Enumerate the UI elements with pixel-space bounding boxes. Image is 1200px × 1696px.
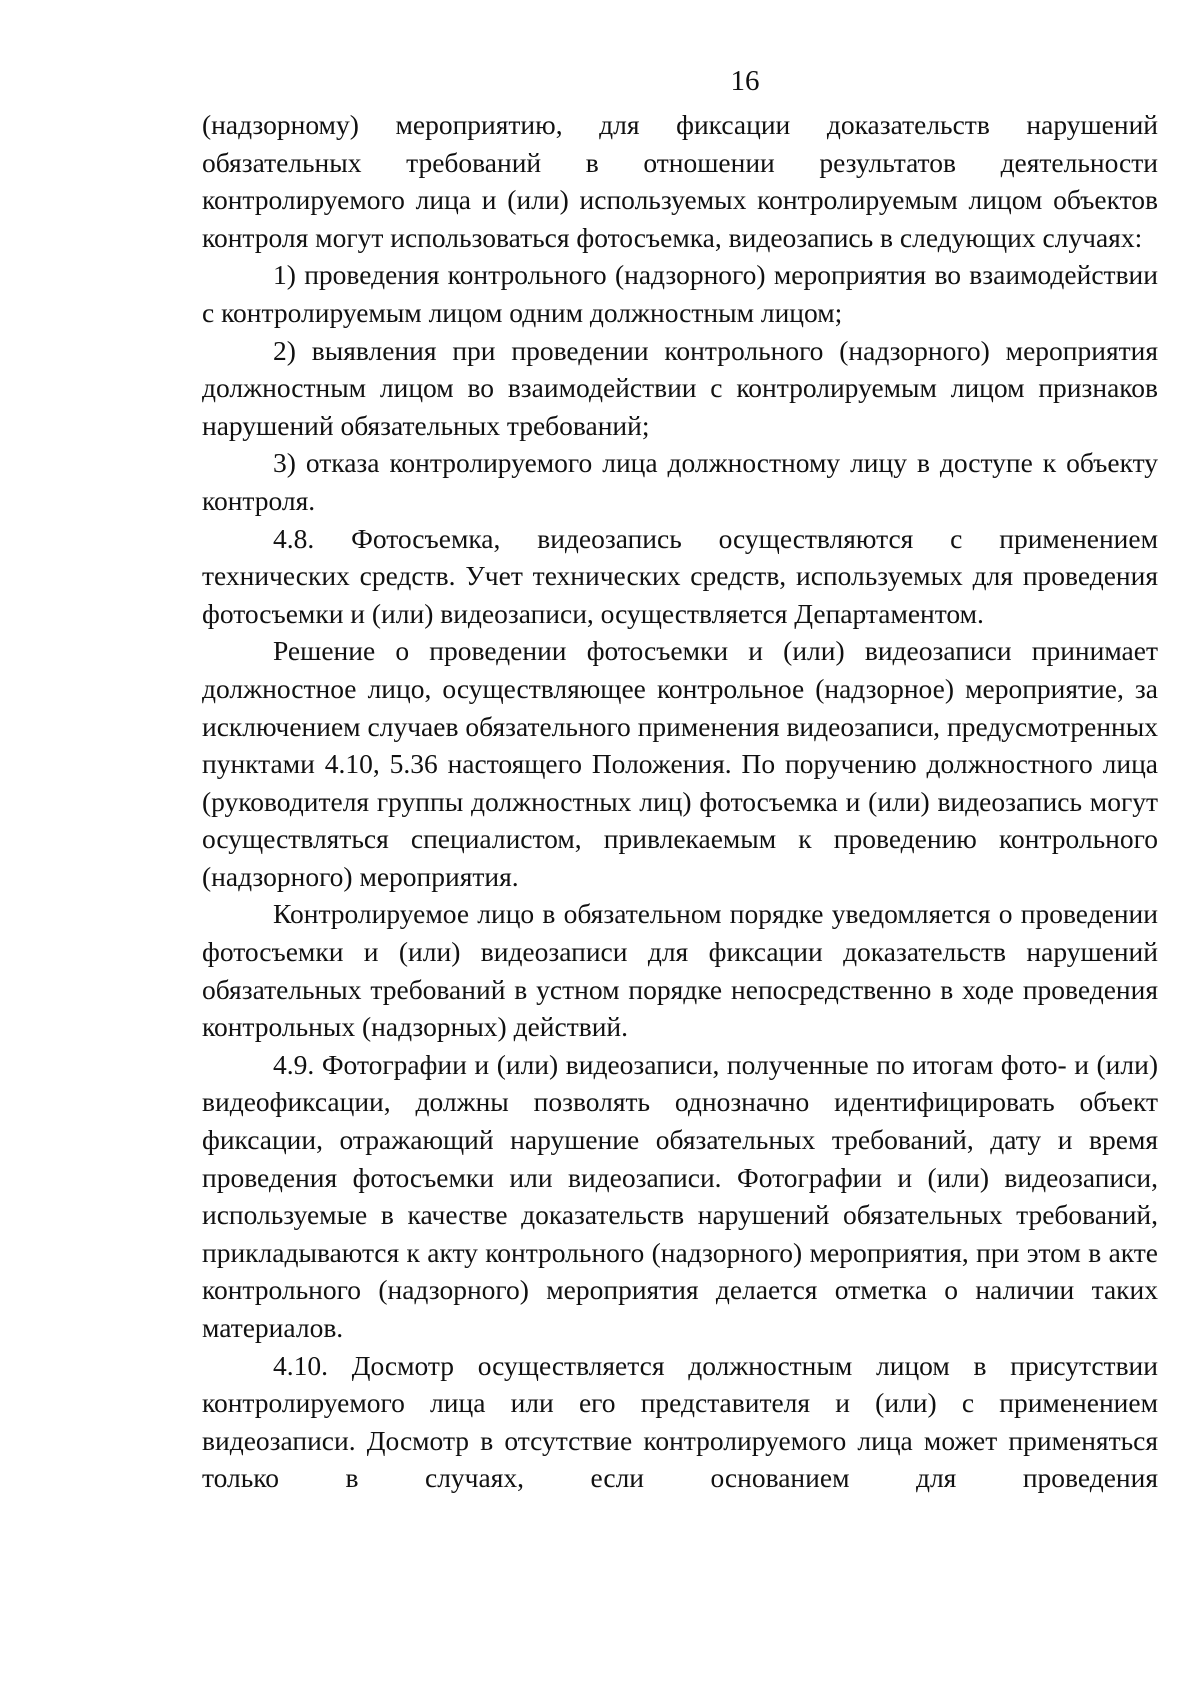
paragraph-notification: Контролируемое лицо в обязательном порядке уведомляется о проведении фотосъемки и (или) видеозаписи для фиксации доказательств нарушений обязательных требований в устном порядке непосредственно в ходе проведения контрольных (надзорных) действий.	[202, 898, 1158, 1043]
page-number: 16	[730, 65, 760, 97]
paragraph-list-item-1: 1) проведения контрольного (надзорного) мероприятия во взаимодействии с контролируемым лицом одним должностным лицом;	[202, 259, 1158, 328]
paragraph-4-8: 4.8. Фотосъемка, видеозапись осуществляются с применением технических средств. Учет технических средств, используемых для проведения фотосъемки и (или) видеозаписи, осуществляется Департаментом.	[202, 522, 1158, 629]
paragraph-list-item-3: 3) отказа контролируемого лица должностному лицу в доступе к объекту контроля.	[202, 447, 1158, 516]
paragraph-4-9: 4.9. Фотографии и (или) видеозаписи, полученные по итогам фото- и (или) видеофиксации, должны позволять однозначно идентифицировать объект фиксации, отражающий нарушение обязательных требований, дату и время проведения фотосъемки или видеозаписи. Фотографии и (или) видеозаписи, используемые в качестве доказательств нарушений обязательных требований, прикладываются к акту контрольного (надзорного) мероприятия, при этом в акте контрольного (надзорного) мероприятия делается отметка о наличии таких материалов.	[202, 1048, 1158, 1343]
paragraph-list-item-2: 2) выявления при проведении контрольного (надзорного) мероприятия должностным лицом во взаимодействии с контролируемым лицом признаков нарушений обязательных требований;	[202, 334, 1158, 441]
paragraph-decision: Решение о проведении фотосъемки и (или) видеозаписи принимает должностное лицо, осуществляющее контрольное (надзорное) мероприятие, за исключением случаев обязательного применения видеозаписи, предусмотренных пунктами 4.10, 5.36 настоящего Положения. По поручению должностного лица (руководителя группы должностных лиц) фотосъемка и (или) видеозапись могут осуществляться специалистом, привлекаемым к проведению контрольного (надзорного) мероприятия.	[202, 635, 1158, 892]
document-body	[202, 106, 1158, 1497]
paragraph-continuation: (надзорному) мероприятию, для фиксации доказательств нарушений обязательных требований в отношении результатов деятельности контролируемого лица и (или) используемых контролируемым лицом объектов контроля могут использоваться фотосъемка, видеозапись в следующих случаях:	[202, 109, 1158, 253]
paragraph-4-10: 4.10. Досмотр осуществляется должностным лицом в присутствии контролируемого лица или его представителя и (или) с применением видеозаписи. Досмотр в отсутствие контролируемого лица может применяться только в случаях, если основанием для проведения	[202, 1349, 1158, 1494]
